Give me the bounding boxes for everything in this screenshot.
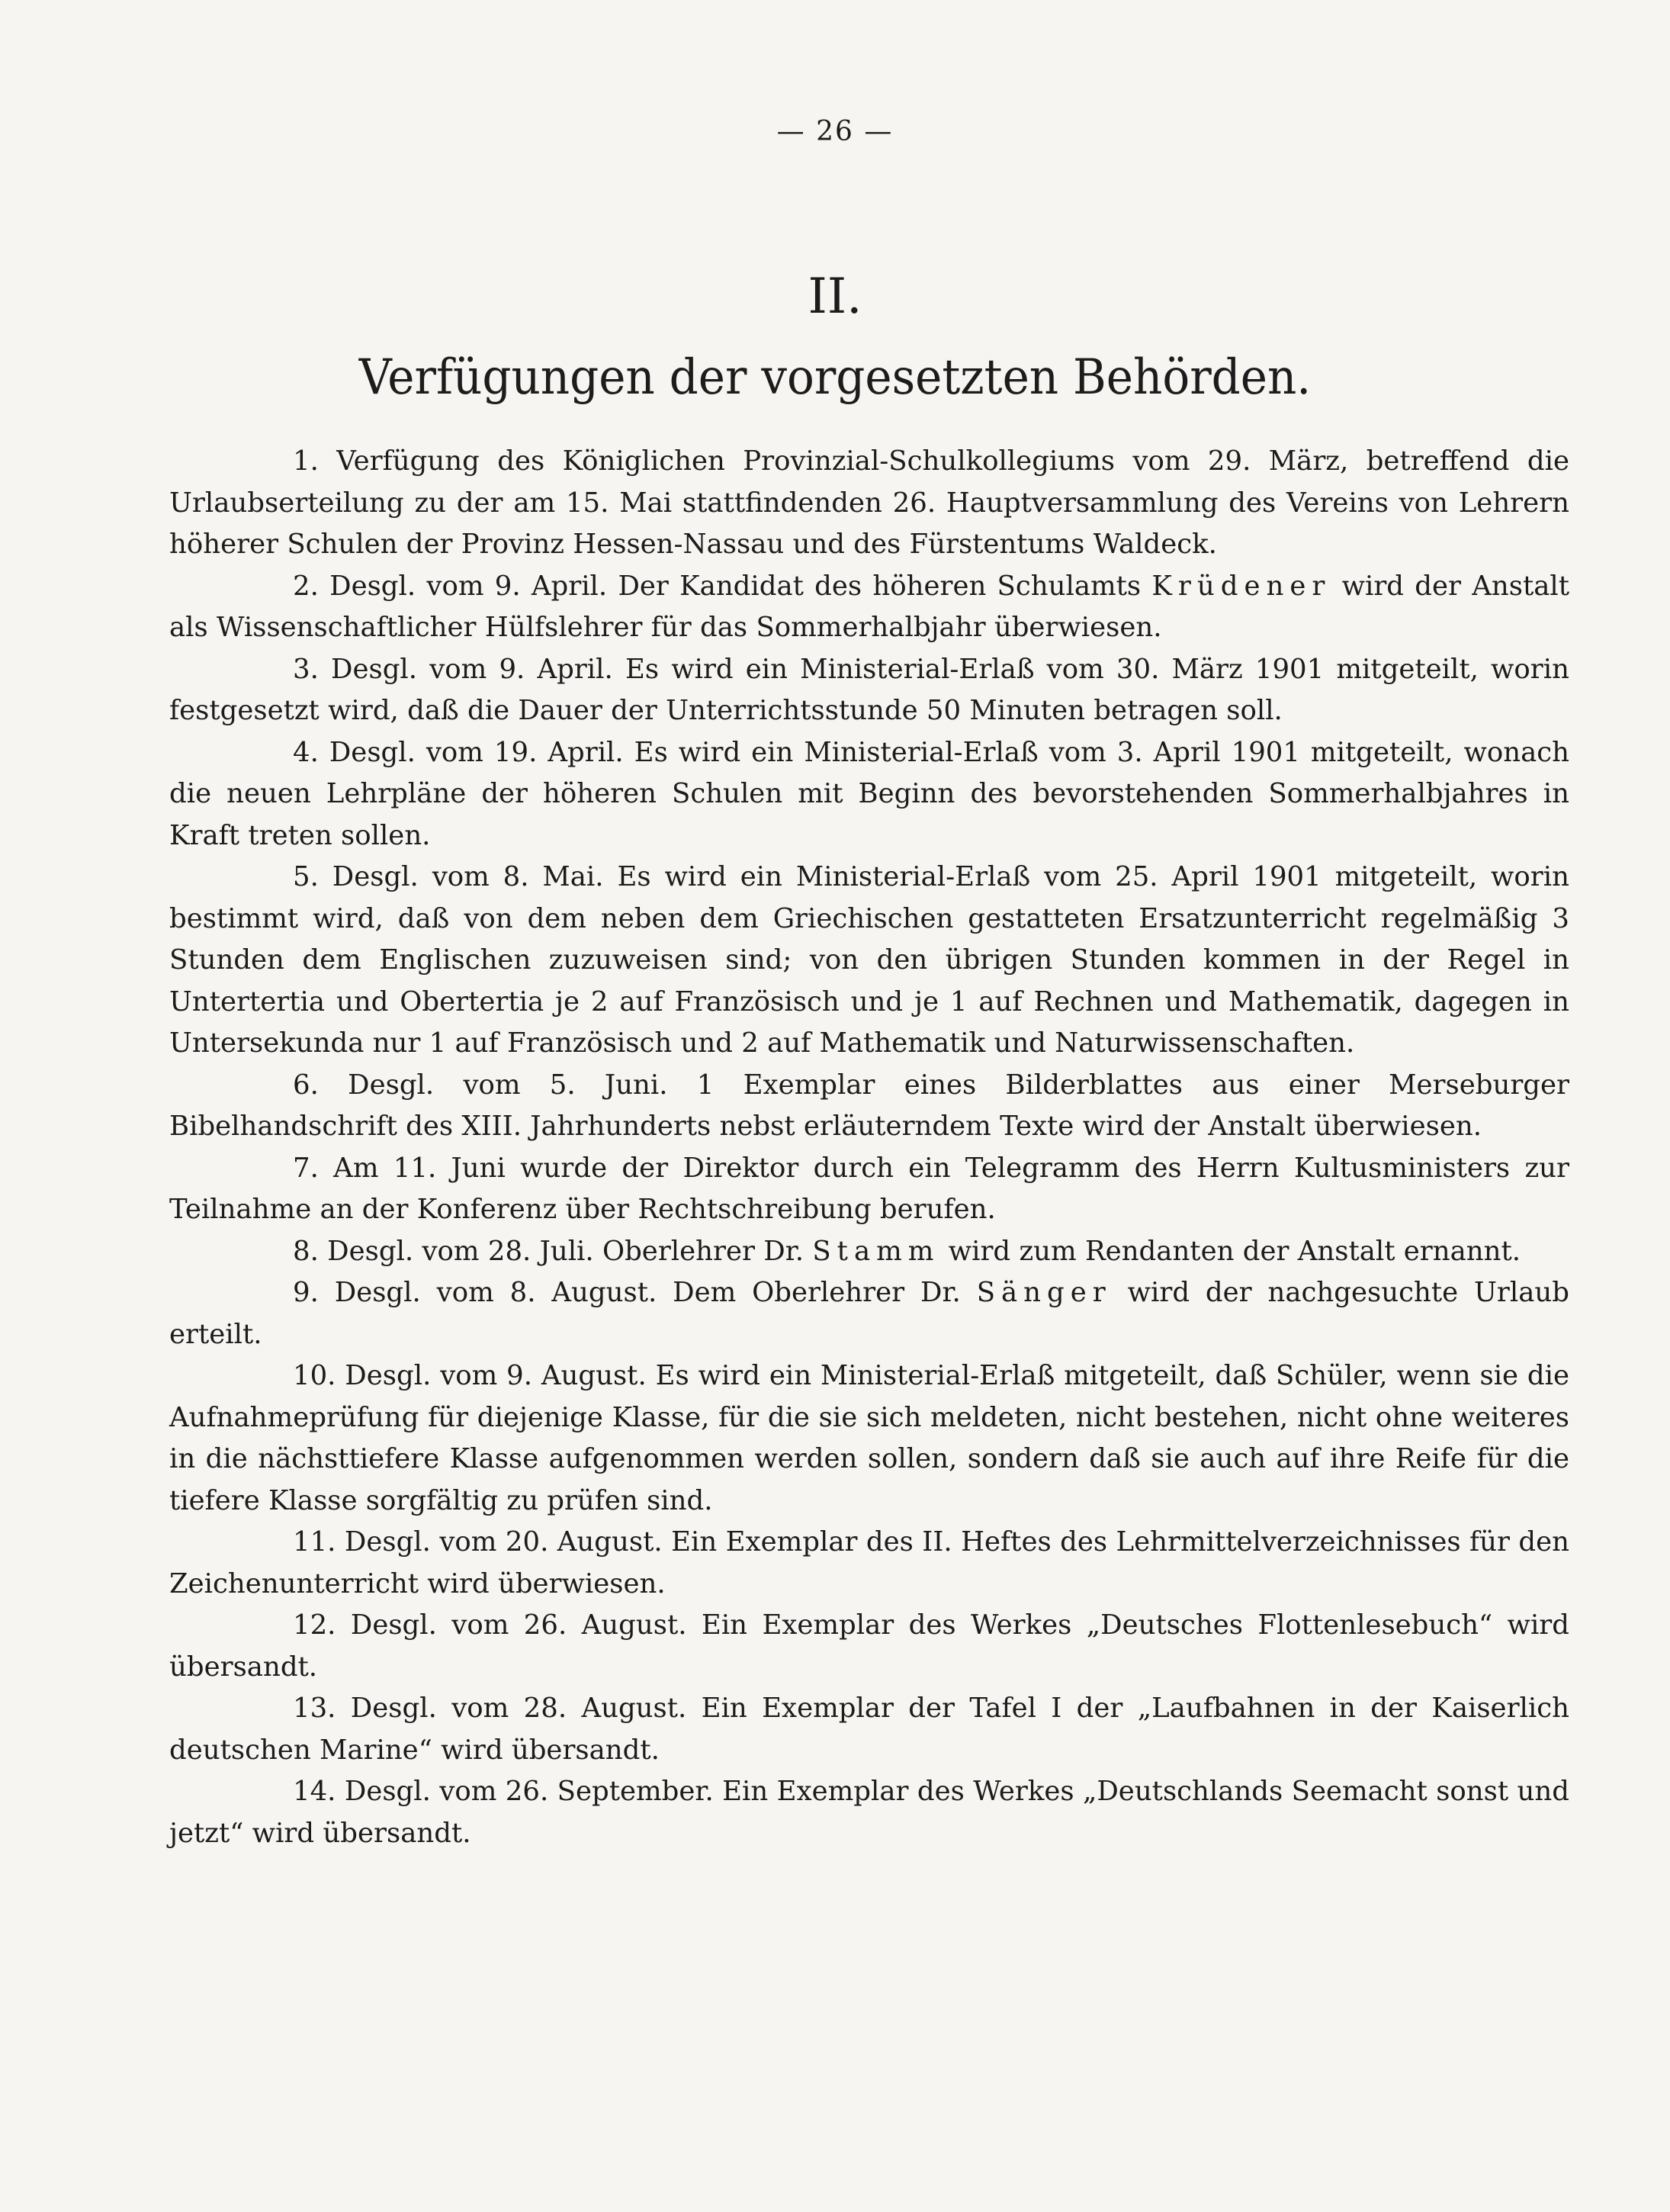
person-name: Sänger — [976, 1277, 1112, 1308]
decree-entry-5: 5. Desgl. vom 8. Mai. Es wird ein Ministerial-Erlaß vom 25. April 1901 mitgeteilt, worin bestimmt wird, daß von dem neben dem Griechischen gestatteten Ersatzunterricht regelmäßig 3 Stunden dem Englischen zuzuweisen sind; von den übrigen Stunden kommen in der Regel in Untertertia und Obertertia je 2 auf Französisch und je 1 auf Rechnen und Mathematik, dagegen in Untersekunda nur 1 auf Französisch und 2 auf Mathematik und Naturwissenschaften. — [169, 861, 1569, 1059]
decree-entry-3: 3. Desgl. vom 9. April. Es wird ein Ministerial-Erlaß vom 30. März 1901 mitgeteilt, worin festgesetzt wird, daß die Dauer der Unterrichtsstunde 50 Minuten betragen soll. — [169, 653, 1569, 726]
decree-entry-12: 12. Desgl. vom 26. August. Ein Exemplar des Werkes „Deutsches Flottenlesebuch“ wird übersandt. — [169, 1609, 1569, 1683]
decree-entry-13: 13. Desgl. vom 28. August. Ein Exemplar der Tafel I der „Laufbahnen in der Kaiserlich deutschen Marine“ wird übersandt. — [169, 1693, 1569, 1766]
page-number: — 26 — — [776, 116, 894, 147]
decrees-list — [169, 441, 1569, 1854]
person-name: Krüdener — [1151, 570, 1331, 602]
decree-entry-10: 10. Desgl. vom 9. August. Es wird ein Ministerial-Erlaß mitgeteilt, daß Schüler, wenn sie die Aufnahmeprüfung für diejenige Klasse, für die sie sich meldeten, nicht bestehen, nicht ohne weiteres in die nächsttiefere Klasse aufgenommen werden sollen, sondern daß sie auch auf ihre Reife für die tiefere Klasse sorgfältig zu prüfen sind. — [169, 1360, 1569, 1516]
decree-entry-8: 8. Desgl. vom 28. Juli. Oberlehrer Dr. Stamm wird zum Rendanten der Anstalt ernannt. — [293, 1235, 1521, 1267]
decree-entry-6: 6. Desgl. vom 5. Juni. 1 Exemplar eines Bilderblattes aus einer Merseburger Bibelhandschrift des XIII. Jahrhunderts nebst erläuterndem Texte wird der Anstalt überwiesen. — [169, 1069, 1569, 1142]
section-title: Verfügungen der vorgesetzten Behörden. — [358, 349, 1312, 406]
decree-entry-9: 9. Desgl. vom 8. August. Dem Oberlehrer Dr. Sänger wird der nachgesuchte Urlaub erteilt. — [169, 1277, 1569, 1350]
decree-entry-7: 7. Am 11. Juni wurde der Direktor durch ein Telegramm des Herrn Kultusministers zur Teilnahme an der Konferenz über Rechtschreibung berufen. — [169, 1152, 1569, 1225]
decree-entry-4: 4. Desgl. vom 19. April. Es wird ein Ministerial-Erlaß vom 3. April 1901 mitgeteilt, wonach die neuen Lehrpläne der höheren Schulen mit Beginn des bevorstehenden Sommerhalbjahres in Kraft treten sollen. — [169, 736, 1569, 851]
decree-entry-14: 14. Desgl. vom 26. September. Ein Exemplar des Werkes „Deutschlands Seemacht sonst und jetzt“ wird übersandt. — [169, 1776, 1569, 1849]
decree-entry-11: 11. Desgl. vom 20. August. Ein Exemplar des II. Heftes des Lehrmittelverzeichnisses für den Zeichenunterricht wird überwiesen. — [169, 1526, 1569, 1600]
section-numeral: II. — [808, 268, 862, 325]
decree-entry-1: 1. Verfügung des Königlichen Provinzial-Schulkollegiums vom 29. März, betreffend die Urlaubserteilung zu der am 15. Mai stattfindenden 26. Hauptversammlung des Vereins von Lehrern höherer Schulen der Provinz Hessen-Nassau und des Fürstentums Waldeck. — [169, 445, 1569, 560]
decree-entry-2: 2. Desgl. vom 9. April. Der Kandidat des höheren Schulamts Krüdener wird der Anstalt als Wissenschaftlicher Hülfslehrer für das Sommerhalbjahr überwiesen. — [169, 570, 1569, 643]
person-name: Stamm — [812, 1235, 940, 1267]
